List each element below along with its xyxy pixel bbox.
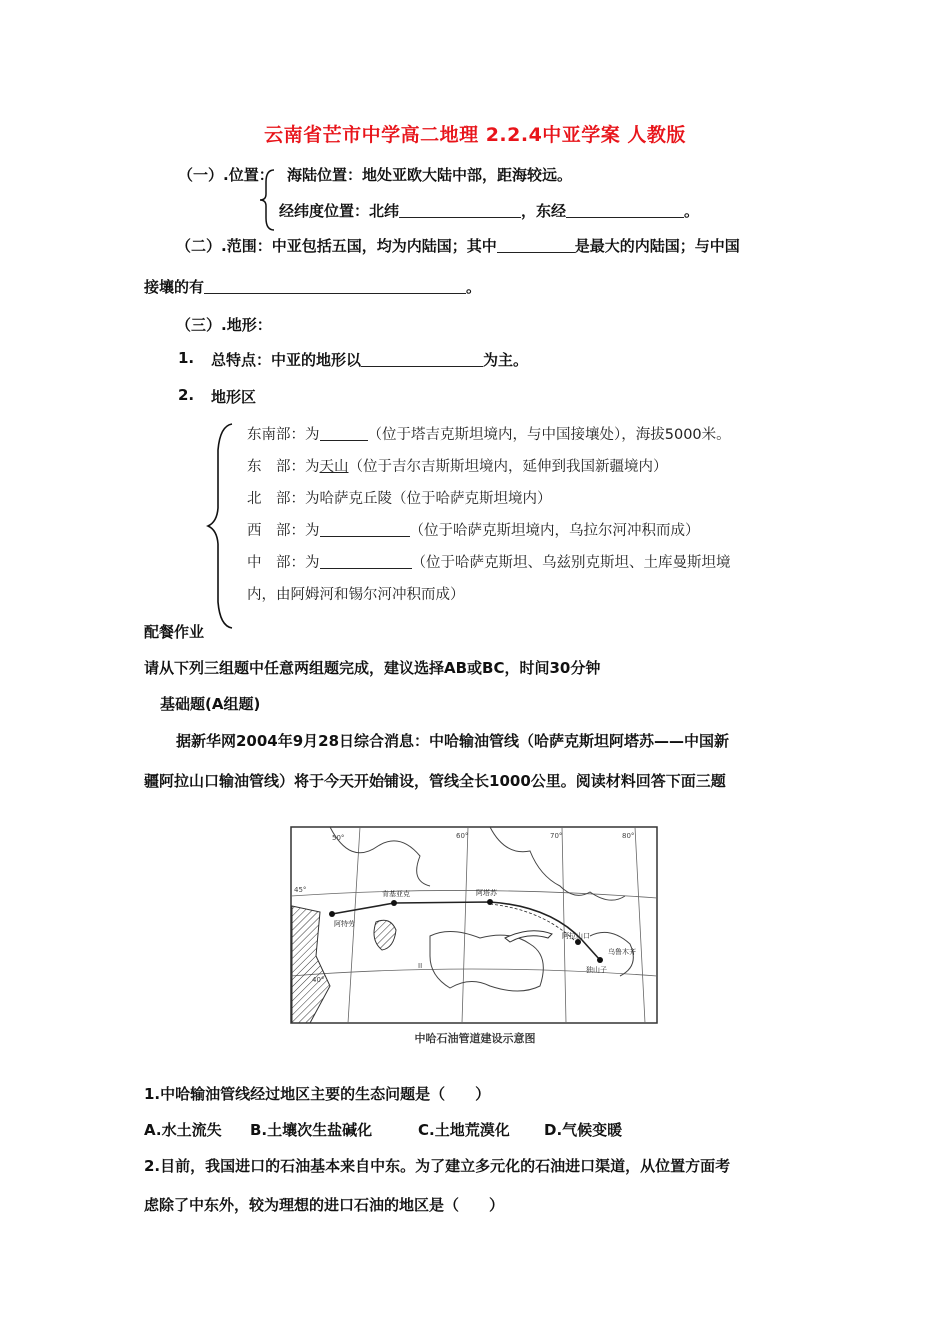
label-atasu: 阿塔苏: [476, 889, 497, 897]
west-blank[interactable]: [320, 522, 410, 537]
label-kenkiyak: 肯基亚克: [382, 890, 410, 898]
section-2-text-d: 。: [466, 278, 482, 296]
terrain-southeast: [247, 423, 731, 444]
terrain-west-b: （位于哈萨克斯坦境内，乌拉尔河冲积而成）: [409, 523, 700, 539]
label-urumqi: 乌鲁木齐: [608, 948, 636, 956]
terrain-central-a: 中 部：为: [247, 555, 320, 571]
terrain-item-1-num: 1.: [178, 349, 195, 367]
label-lon-60: 60°: [456, 832, 469, 840]
question-1-option-d[interactable]: D.气候变暖: [544, 1121, 623, 1139]
label-lon-50: 50°: [332, 834, 345, 842]
question-1-stem: 1.中哈输油管线经过地区主要的生态问题是（ ）: [144, 1085, 491, 1103]
terrain-southeast-a: 东南部：为: [247, 427, 320, 443]
latlon-label: 经纬度位置：北纬: [279, 202, 400, 220]
terrain-west: [247, 519, 700, 540]
label-lat-40: 40°: [312, 976, 325, 984]
city-dot-atyrau: [329, 911, 335, 917]
homework-instruction: 请从下列三组题中任意两组题完成，建议选择AB或BC，时间30分钟: [144, 659, 601, 677]
terrain-central-b: （位于哈萨克斯坦、乌兹别克斯坦、土库曼斯坦境: [411, 555, 731, 571]
largest-country-blank[interactable]: [497, 238, 575, 253]
terrain-item-2: 地形区: [211, 388, 257, 406]
label-alashankou: 阿拉山口: [562, 932, 590, 940]
question-2-line2: 虑除了中东外，较为理想的进口石油的地区是（ ）: [144, 1196, 505, 1214]
section-1-label: （一）.位置：: [178, 166, 274, 184]
homework-heading: 配餐作业: [144, 623, 205, 641]
city-dot-atasu: [487, 899, 493, 905]
map-caption: 中哈石油管道建设示意图: [414, 1032, 536, 1045]
sea-land-position: 海陆位置：地处亚欧大陆中部，距海较远。: [287, 166, 573, 184]
longitude-label: ，东经: [521, 202, 567, 220]
terrain-north: 北 部：为哈萨克丘陵（位于哈萨克斯坦境内）: [247, 491, 552, 507]
section-2-line2: [144, 276, 481, 297]
position-brace: [258, 168, 278, 232]
group-a-heading: 基础题(A组题): [160, 695, 261, 713]
latlon-position: [279, 200, 699, 221]
page-title: 云南省芒市中学高二地理 2.2.4中亚学案 人教版: [264, 124, 686, 146]
terrain-central-cont: 内，由阿姆河和锡尔河冲积而成）: [247, 587, 465, 603]
latitude-blank[interactable]: [399, 203, 521, 218]
terrain-central: [247, 551, 731, 572]
reading-para-line1: 据新华网2004年9月28日综合消息：中哈输油管线（哈萨克斯坦阿塔苏——中国新: [176, 732, 730, 750]
central-blank[interactable]: [320, 554, 412, 569]
label-atyrau: 阿特劳: [334, 920, 355, 928]
question-1-option-c[interactable]: C.土地荒漠化: [418, 1121, 510, 1139]
city-dot-kenkiyak: [391, 900, 397, 906]
label-lon-70: 70°: [550, 832, 563, 840]
label-lake: II: [418, 962, 423, 970]
section-3-label: （三）.地形：: [176, 316, 272, 334]
question-1-option-a[interactable]: A.水土流失: [144, 1121, 222, 1139]
tianshan-mountain: 天山: [319, 459, 349, 475]
bordering-countries-blank[interactable]: [204, 279, 466, 294]
terrain-item-2-num: 2.: [178, 386, 195, 404]
latlon-period: 。: [684, 202, 700, 220]
section-2-text-b: 是最大的内陆国；与中国: [574, 237, 740, 255]
label-lon-80: 80°: [622, 832, 635, 840]
terrain-overview-a: 总特点：中亚的地形以: [211, 351, 362, 369]
terrain-east-b: （位于吉尔吉斯斯坦境内，延伸到我国新疆境内）: [348, 459, 668, 475]
question-2-line1: 2.目前，我国进口的石油基本来自中东。为了建立多元化的石油进口渠道，从位置方面考: [144, 1157, 731, 1175]
terrain-overview-b: 为主。: [483, 351, 529, 369]
terrain-brace: [204, 420, 238, 632]
section-2-text-a: （二）.范围：中亚包括五国，均为内陆国；其中: [176, 237, 497, 255]
section-2-text-c: 接壤的有: [144, 278, 205, 296]
longitude-blank[interactable]: [566, 203, 684, 218]
question-1-option-b[interactable]: B.土壤次生盐碱化: [250, 1121, 373, 1139]
southeast-blank[interactable]: [320, 426, 368, 441]
pipeline-map: [290, 826, 658, 1024]
section-2-line1: [176, 235, 740, 256]
reading-para-line2: 疆阿拉山口输油管线）将于今天开始铺设，管线全长1000公里。阅读材料回答下面三题: [144, 772, 726, 790]
label-lat-45: 45°: [294, 886, 307, 894]
terrain-east-a: 东 部：为: [247, 459, 320, 475]
terrain-west-a: 西 部：为: [247, 523, 320, 539]
terrain-overview-blank[interactable]: [361, 352, 483, 367]
label-dushanzi: 独山子: [586, 966, 607, 974]
terrain-southeast-b: （位于塔吉克斯坦境内，与中国接壤处），海拔5000米。: [367, 427, 731, 443]
city-dot-dushanzi: [597, 957, 603, 963]
terrain-east: [247, 455, 668, 476]
terrain-item-1: [211, 349, 528, 370]
